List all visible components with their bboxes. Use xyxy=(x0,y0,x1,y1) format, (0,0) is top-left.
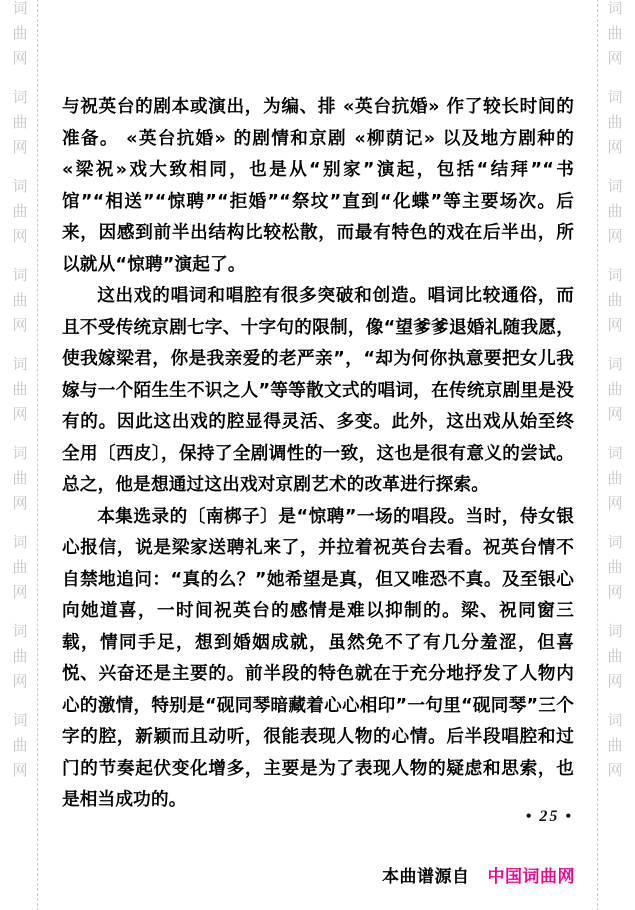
watermark-group xyxy=(603,708,627,783)
watermark-character: 曲 xyxy=(607,202,623,220)
watermark-character: 词 xyxy=(607,622,623,640)
watermark-character: 词 xyxy=(607,355,623,373)
body-paragraph: 与祝英台的剧本或演出，为编、排 «英台抗婚» 作了较长时间的准备。 «英台抗婚» 的剧情和京剧 «柳荫记» 以及地方剧种的 «梁祝»戏大致相同，也是从“别家”演起，包括“结拜”“书馆”“相送”“惊聘”“拒婚”“祭坟”直到“化蝶”等主要场次。后来，因感到前半出结构比较松散，而最有特色的戏在后半出，所以就从“惊聘”演起了。 xyxy=(62,97,574,275)
watermark-character: 网 xyxy=(607,583,623,601)
watermark-character: 网 xyxy=(12,49,28,67)
watermark-character: 词 xyxy=(12,355,28,373)
watermark-character: 网 xyxy=(607,316,623,334)
watermark-character: 曲 xyxy=(12,24,28,42)
watermark-character: 网 xyxy=(607,761,623,779)
watermark-character: 曲 xyxy=(607,736,623,754)
right-watermark-strip xyxy=(589,0,635,910)
watermark-group xyxy=(8,441,32,516)
watermark-group xyxy=(8,708,32,783)
watermark-group xyxy=(603,619,627,694)
watermark-character: 词 xyxy=(12,622,28,640)
watermark-character: 曲 xyxy=(607,380,623,398)
watermark-character: 词 xyxy=(12,711,28,729)
watermark-character: 曲 xyxy=(12,736,28,754)
watermark-group xyxy=(603,85,627,160)
watermark-character: 网 xyxy=(607,405,623,423)
watermark-character: 网 xyxy=(12,227,28,245)
watermark-character: 词 xyxy=(12,533,28,551)
watermark-character: 曲 xyxy=(607,469,623,487)
watermark-character: 网 xyxy=(12,672,28,690)
watermark-character: 词 xyxy=(607,711,623,729)
watermark-group xyxy=(603,0,627,71)
watermark-character: 曲 xyxy=(12,647,28,665)
watermark-character: 词 xyxy=(12,177,28,195)
page-number: • 25 • xyxy=(525,808,573,825)
article-body xyxy=(62,92,574,817)
watermark-character: 曲 xyxy=(12,558,28,576)
watermark-character: 词 xyxy=(12,88,28,106)
watermark-character: 曲 xyxy=(12,113,28,131)
watermark-character: 网 xyxy=(607,49,623,67)
watermark-group xyxy=(603,530,627,605)
left-watermark-strip xyxy=(0,0,46,910)
source-site-name: 中国词曲网 xyxy=(487,867,575,887)
watermark-character: 词 xyxy=(607,88,623,106)
watermark-character: 词 xyxy=(607,266,623,284)
watermark-character: 词 xyxy=(607,533,623,551)
watermark-group xyxy=(8,263,32,338)
watermark-group xyxy=(8,530,32,605)
watermark-group xyxy=(603,352,627,427)
watermark-group xyxy=(603,441,627,516)
watermark-character: 网 xyxy=(607,494,623,512)
body-paragraph: 本集选录的〔南梆子〕是“惊聘”一场的唱段。当时，侍女银心报信，说是梁家送聘礼来了，并拉着祝英台去看。祝英台情不自禁地追问：“真的么？”她希望是真，但又唯恐不真。及至银心向她道喜，一时间祝英台的感情是难以抑制的。梁、祝同窗三载，情同手足，想到婚姻成就，虽然免不了有几分羞涩，但喜悦、兴奋还是主要的。前半段的特色就在于充分地抒发了人物内心的激情，特别是“砚同琴暗藏着心心相印”一句里“砚同琴”三个字的腔，新颖而且动听，很能表现人物的心情。后半段唱腔和过门的节奏起伏变化增多，主要是为了表现人物的疑虑和思索，也是相当成功的。 xyxy=(62,506,574,810)
watermark-character: 网 xyxy=(12,405,28,423)
watermark-character: 网 xyxy=(607,227,623,245)
watermark-character: 网 xyxy=(12,583,28,601)
watermark-group xyxy=(603,174,627,249)
watermark-character: 曲 xyxy=(12,380,28,398)
watermark-character: 词 xyxy=(607,177,623,195)
watermark-character: 曲 xyxy=(12,291,28,309)
body-paragraph: 这出戏的唱词和唱腔有很多突破和创造。唱词比较通俗，而且不受传统京剧七字、十字句的限制，像“望爹爹退婚礼随我愿，使我嫁梁君，你是我亲爱的老严亲”，“却为何你执意要把女儿我嫁与一个陌生生不识之人”等等散文式的唱词，在传统京剧里是没有的。因此这出戏的腔显得灵活、多变。此外，这出戏从始至终全用〔西皮〕，保持了全剧调性的一致，这也是很有意义的尝试。总之，他是想通过这出戏对京剧艺术的改革进行探索。 xyxy=(62,286,574,495)
watermark-character: 曲 xyxy=(12,202,28,220)
watermark-character: 词 xyxy=(607,0,623,17)
watermark-group xyxy=(603,263,627,338)
watermark-character: 曲 xyxy=(12,469,28,487)
watermark-group xyxy=(8,0,32,71)
watermark-character: 词 xyxy=(12,266,28,284)
watermark-group xyxy=(8,619,32,694)
right-watermark-column xyxy=(603,0,627,797)
watermark-character: 网 xyxy=(12,761,28,779)
watermark-group xyxy=(8,174,32,249)
source-attribution xyxy=(0,862,575,887)
watermark-group xyxy=(8,85,32,160)
watermark-character: 曲 xyxy=(607,558,623,576)
watermark-character: 曲 xyxy=(607,291,623,309)
left-dashed-rule xyxy=(37,0,38,910)
watermark-character: 曲 xyxy=(607,647,623,665)
watermark-group xyxy=(8,352,32,427)
right-dashed-rule xyxy=(597,0,598,910)
watermark-character: 网 xyxy=(12,316,28,334)
watermark-character: 曲 xyxy=(607,24,623,42)
left-watermark-column xyxy=(8,0,32,797)
watermark-character: 词 xyxy=(12,444,28,462)
watermark-character: 词 xyxy=(12,0,28,17)
watermark-character: 网 xyxy=(607,672,623,690)
watermark-character: 网 xyxy=(12,494,28,512)
source-label: 本曲谱源自 xyxy=(382,867,470,887)
watermark-character: 词 xyxy=(607,444,623,462)
watermark-character: 网 xyxy=(607,138,623,156)
watermark-character: 曲 xyxy=(607,113,623,131)
watermark-character: 网 xyxy=(12,138,28,156)
